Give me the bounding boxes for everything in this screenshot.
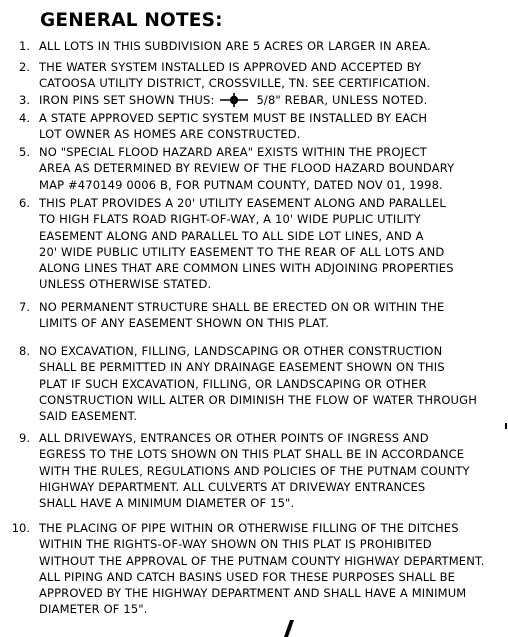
note-line: SHALL BE PERMITTED IN ANY DRAINAGE EASEMENT SHOWN ON THIS — [39, 360, 445, 375]
page-title: GENERAL NOTES: — [40, 10, 223, 31]
note-line: CATOOSA UTILITY DISTRICT, CROSSVILLE, TN. SEE CERTIFICATION. — [39, 76, 431, 91]
note-line: AREA AS DETERMINED BY REVIEW OF THE FLOOD HAZARD BOUNDARY — [39, 161, 455, 176]
note-number: 6. — [19, 196, 30, 210]
note-line: HIGHWAY DEPARTMENT. ALL CULVERTS AT DRIVEWAY ENTRANCES — [39, 479, 426, 494]
note-line: NO PERMANENT STRUCTURE SHALL BE ERECTED ON OR WITHIN THE — [39, 300, 445, 314]
note-number: 1. — [19, 39, 30, 53]
note-line: SAID EASEMENT. — [39, 409, 138, 424]
note-line: CONSTRUCTION WILL ALTER OR DIMINISH THE FLOW OF WATER THROUGH — [39, 392, 477, 407]
note-line: WITH THE RULES, REGULATIONS AND POLICIES OF THE PUTNAM COUNTY — [39, 463, 470, 478]
note-text — [39, 299, 505, 332]
note-line: LIMITS OF ANY EASEMENT SHOWN ON THIS PLAT. — [39, 316, 329, 331]
note-number: 3. — [19, 93, 30, 107]
note-line: WITHOUT THE APPROVAL OF THE PUTNAM COUNTY HIGHWAY DEPARTMENT. — [39, 553, 485, 568]
note-text — [39, 144, 505, 193]
note-line: THIS PLAT PROVIDES A 20' UTILITY EASEMENT ALONG AND PARALLEL — [39, 196, 446, 210]
note-line: 20' WIDE PUBLIC UTILITY EASEMENT TO THE REAR OF ALL LOTS AND — [39, 244, 445, 259]
note-line: ALL DRIVEWAYS, ENTRANCES OR OTHER POINTS OF INGRESS AND — [39, 431, 429, 445]
note-line: WITHIN THE RIGHTS-OF-WAY SHOWN ON THIS PLAT IS PROHIBITED — [39, 537, 432, 552]
note-text — [39, 430, 505, 511]
note-number: 7. — [19, 300, 30, 314]
note-line: NO "SPECIAL FLOOD HAZARD AREA" EXISTS WITHIN THE PROJECT — [39, 145, 427, 159]
note-line: A STATE APPROVED SEPTIC SYSTEM MUST BE INSTALLED BY EACH — [39, 111, 428, 125]
note-number: 9. — [19, 431, 30, 445]
note-number: 4. — [19, 111, 30, 125]
note-number: 10. — [11, 521, 30, 535]
note-line: TO HIGH FLATS ROAD RIGHT-OF-WAY, A 10' WIDE PUPLIC UTILITY — [39, 212, 421, 227]
note-number: 5. — [19, 145, 30, 159]
note-number: 8. — [19, 344, 30, 358]
edge-tick-mark — [505, 423, 507, 429]
note-line — [39, 92, 505, 108]
note-line: NO EXCAVATION, FILLING, LANDSCAPING OR OTHER CONSTRUCTION — [39, 344, 443, 358]
note-line: EGRESS TO THE LOTS SHOWN ON THIS PLAT SHALL BE IN ACCORDANCE — [39, 447, 465, 462]
note-line: ALL PIPING AND CATCH BASINS USED FOR THESE PURPOSES SHALL BE — [39, 569, 456, 584]
iron-pin-symbol-icon — [220, 93, 248, 107]
note-line: MAP #470149 0006 B, FOR PUTNAM COUNTY, DATED NOV 01, 1998. — [39, 177, 443, 192]
note-line: SHALL HAVE A MINIMUM DIAMETER OF 15". — [39, 496, 295, 511]
note-line: DIAMETER OF 15". — [39, 602, 148, 617]
note-line: THE WATER SYSTEM INSTALLED IS APPROVED AND ACCEPTED BY — [39, 60, 422, 74]
note-text — [39, 38, 505, 54]
note-text — [39, 343, 505, 424]
note-line: ALONG LINES THAT ARE COMMON LINES WITH ADJOINING PROPERTIES — [39, 261, 454, 276]
note-text — [39, 195, 505, 293]
note-text — [39, 110, 505, 143]
note-line: EASEMENT ALONG AND PARALLEL TO ALL SIDE LOT LINES, AND A — [39, 228, 424, 243]
note-number: 2. — [19, 60, 30, 74]
note-line: UNLESS OTHERWISE STATED. — [39, 277, 212, 292]
note-text-after-symbol: 5/8" REBAR, UNLESS NOTED. — [256, 93, 428, 107]
note-line: APPROVED BY THE HIGHWAY DEPARTMENT AND SHALL HAVE A MINIMUM — [39, 586, 467, 601]
note-text-before-symbol: IRON PINS SET SHOWN THUS: — [39, 93, 215, 107]
note-text — [39, 520, 505, 618]
note-text — [39, 92, 505, 108]
note-line: ALL LOTS IN THIS SUBDIVISION ARE 5 ACRES OR LARGER IN AREA. — [39, 39, 431, 53]
note-text — [39, 59, 505, 92]
note-line: PLAT IF SUCH EXCAVATION, FILLING, OR LANDSCAPING OR OTHER — [39, 376, 427, 391]
note-line: LOT OWNER AS HOMES ARE CONSTRUCTED. — [39, 127, 301, 142]
drawing-line-fragment — [282, 620, 296, 637]
note-line: THE PLACING OF PIPE WITHIN OR OTHERWISE FILLING OF THE DITCHES — [39, 521, 459, 535]
